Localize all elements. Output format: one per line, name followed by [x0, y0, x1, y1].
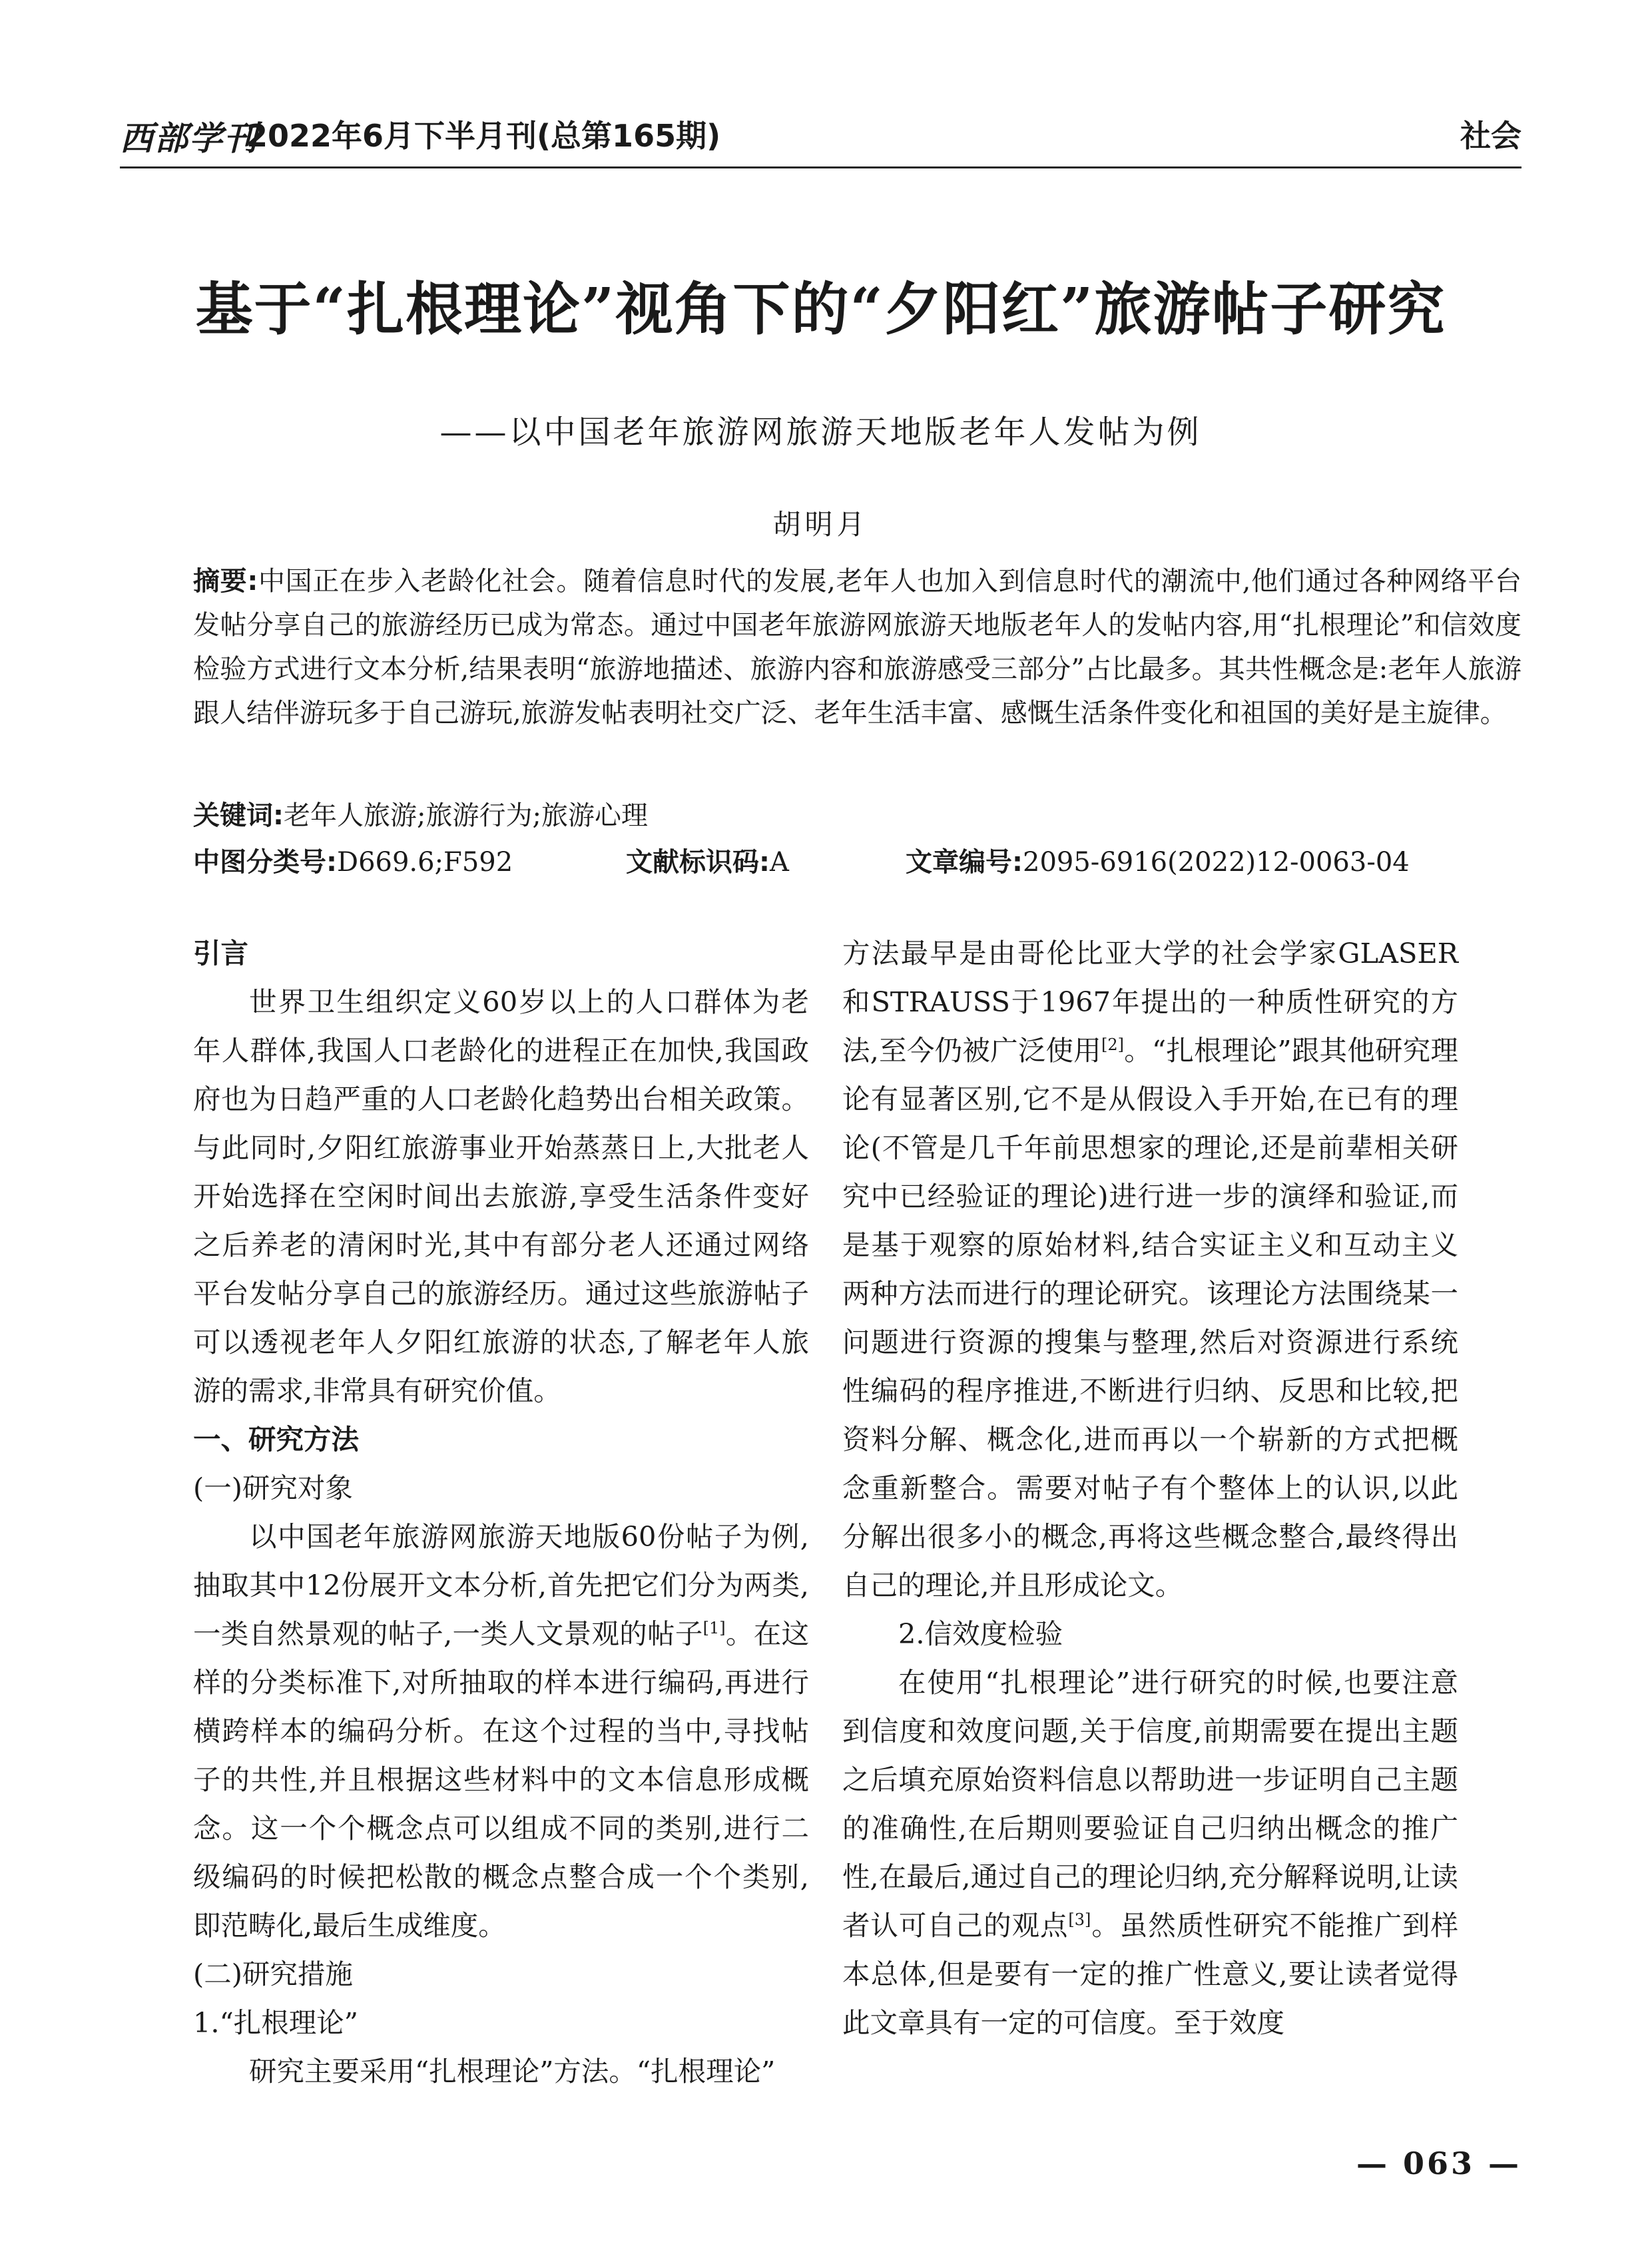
body-column-right	[842, 929, 1458, 2047]
section-tag: 社会	[1460, 118, 1521, 154]
document-code	[626, 840, 789, 884]
intro-paragraph: 世界卫生组织定义60岁以上的人口群体为老年人群体,我国人口老龄化的进程正在加快,我国政府也为日趋严重的人口老龄化趋势出台相关政策。与此同时,夕阳红旅游事业开始蒸蒸日上,大批老人开始选择在空闲时间出去旅游,享受生活条件变好之后养老的清闲时光,其中有部分老人还通过网络平台发帖分享自己的旅游经历。通过这些旅游帖子可以透视老年人夕阳红旅游的状态,了解老年人旅游的需求,非常具有研究价值。	[193, 985, 809, 1407]
object-paragraph	[193, 1512, 809, 1950]
item-heading-grounded-theory: 1.“扎根理论”	[193, 2006, 359, 2039]
abstract-label: 摘要:	[193, 566, 258, 597]
journal-logo: 西部学刊	[120, 119, 258, 158]
keywords-text: 老年人旅游;旅游行为;旅游心理	[284, 800, 648, 831]
keywords-label: 关键词:	[193, 800, 284, 831]
header-divider	[120, 166, 1521, 168]
keywords	[193, 794, 1521, 838]
article-number	[906, 840, 1410, 884]
clc-label: 中图分类号:	[193, 847, 337, 878]
object-paragraph-text-cont: 。在这样的分类标准下,对所抽取的样本进行编码,再进行横跨样本的编码分析。在这个过程的当中,寻找帖子的共性,并且根据这些材料中的文本信息形成概念。这一个个概念点可以组成不同的类别,进行二级编码的时候把松散的概念点整合成一个个类别,即范畴化,最后生成维度。	[193, 1617, 809, 1942]
running-head	[120, 107, 1521, 160]
article-subtitle: ——以中国老年旅游网旅游天地版老年人发帖为例	[439, 414, 1202, 451]
reliability-text: 在使用“扎根理论”进行研究的时候,也要注意到信度和效度问题,关于信度,前期需要在提出主题之后填充原始资料信息以帮助进一步证明自己主题的准确性,在后期则要验证自己归纳出概念的推广性,在最后,通过自己的理论归纳,充分解释说明,让读者认可自己的观点	[842, 1666, 1458, 1942]
item-heading-reliability: 2.信效度检验	[898, 1617, 1063, 1650]
subsection-heading-object: (一)研究对象	[193, 1472, 353, 1504]
grounded-theory-text-cont: 。“扎根理论”跟其他研究理论有显著区别,它不是从假设入手开始,在已有的理论(不管是几千年前思想家的理论,还是前辈相关研究中已经验证的理论)进行进一步的演绎和验证,而是基于观察的原始材料,结合实证主义和互动主义两种方法而进行的理论研究。该理论方法围绕某一问题进行资源的搜集与整理,然后对资源进行系统性编码的程序推进,不断进行归纳、反思和比较,把资料分解、概念化,进而再以一个崭新的方式把概念重新整合。需要对帖子有个整体上的认识,以此分解出很多小的概念,再将这些概念整合,最终得出自己的理论,并且形成论文。	[842, 1034, 1458, 1601]
section-heading-methods: 一、研究方法	[193, 1423, 360, 1456]
classification-row	[193, 840, 1521, 884]
clc-value: D669.6;F592	[337, 847, 513, 878]
intro-heading: 引言	[193, 937, 249, 970]
subsection-heading-measures: (二)研究措施	[193, 1958, 353, 1990]
grounded-theory-text: 方法最早是由哥伦比亚大学的社会学家GLASER和STRAUSS于1967年提出的一种质性研究的方法,至今仍被广泛使用	[842, 937, 1458, 1067]
clc-number	[193, 840, 513, 884]
article-title: 基于“扎根理论”视角下的“夕阳红”旅游帖子研究	[195, 276, 1446, 343]
grounded-theory-paragraph-cont	[842, 929, 1458, 1609]
grounded-theory-paragraph: 研究主要采用“扎根理论”方法。“扎根理论”	[249, 2055, 776, 2088]
citation-ref: [2]	[1101, 1035, 1125, 1055]
abstract	[193, 559, 1521, 735]
citation-ref: [3]	[1068, 1910, 1091, 1930]
article-number-label: 文章编号:	[906, 847, 1023, 878]
reliability-text-cont: 。虽然质性研究不能推广到样本总体,但是要有一定的推广性意义,要让读者觉得此文章具有一定的可信度。至于效度	[842, 1909, 1458, 2039]
doc-code-label: 文献标识码:	[626, 847, 770, 878]
reliability-paragraph	[842, 1658, 1458, 2047]
page-number: — 063 —	[1356, 2145, 1521, 2181]
issue-info: 2022年6月下半月刊(总第165期)	[246, 118, 721, 154]
body-column-left	[193, 929, 809, 2096]
object-paragraph-text: 以中国老年旅游网旅游天地版60份帖子为例,抽取其中12份展开文本分析,首先把它们分为两类,一类自然景观的帖子,一类人文景观的帖子	[193, 1520, 809, 1650]
abstract-text: 中国正在步入老龄化社会。随着信息时代的发展,老年人也加入到信息时代的潮流中,他们通过各种网络平台发帖分享自己的旅游经历已成为常态。通过中国老年旅游网旅游天地版老年人的发帖内容,用“扎根理论”和信效度检验方式进行文本分析,结果表明“旅游地描述、旅游内容和旅游感受三部分”占比最多。其共性概念是:老年人旅游跟人结伴游玩多于自己游玩,旅游发帖表明社交广泛、老年生活丰富、感慨生活条件变化和祖国的美好是主旋律。	[193, 566, 1521, 728]
citation-ref: [1]	[702, 1619, 726, 1638]
article-number-value: 2095-6916(2022)12-0063-04	[1023, 847, 1410, 878]
author-name: 胡明月	[772, 508, 869, 541]
doc-code-value: A	[770, 847, 789, 878]
